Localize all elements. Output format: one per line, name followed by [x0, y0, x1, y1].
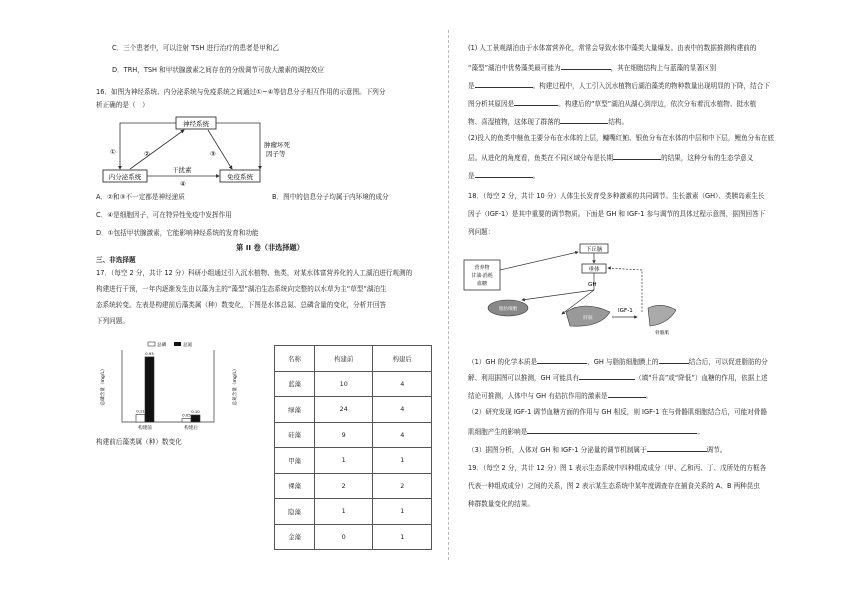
blank-structural-difference[interactable]: [475, 80, 533, 88]
arrow-cytokine: [216, 123, 260, 169]
muscle-image: [648, 305, 676, 326]
pituitary-label: 垂体: [588, 267, 600, 273]
q18-part3: （3）据图分析，人体对 GH 和 IGF-1 分泌量的调节机制属于 调节。: [468, 446, 727, 454]
chart-ylabel-right: 总氮含量（mg/L）: [233, 366, 238, 406]
q19-stem-line1: 19．（每空 2 分，共计 12 分）图 1 表示生态系统中四种组成成分（甲、乙和丙、丁、戊所处的方框各: [468, 464, 767, 472]
algae-table: [274, 345, 432, 550]
q17-part1-line4: 图分析其原因是 。构建后的“草型”湖泊从湖心到岸边，依次分布着沉水植物、挺水植: [468, 100, 757, 108]
blank-regulation[interactable]: [647, 444, 707, 452]
table-cell: 甲藻: [275, 448, 315, 474]
q18-part1-line2: 解、利用据图可以推测，GH 可能具有 （填“升高”或“降低”）血糖的作用，依据上述: [468, 374, 768, 382]
right-column: [458, 0, 858, 596]
stimulus-label-3: 血糖: [476, 281, 488, 287]
table-row: [275, 397, 432, 423]
gh-igf-diagram: [462, 242, 702, 342]
q19-stem-line2: 代表一种组成成分）之间的关系，图 2 表示某生态系统中某年度调查存在捕食关系的 A、B 两种昆虫: [468, 482, 760, 490]
q18-stem-line3: 列问题：: [468, 228, 495, 236]
q16-stem-line2: 析正确的是（ ）: [96, 101, 149, 109]
chart-data-label: 0.10: [191, 409, 200, 414]
chart-data-label: 0.05: [182, 412, 191, 418]
table-cell: 1: [314, 499, 373, 525]
chart-bar: [145, 357, 154, 422]
blank-receptor[interactable]: [659, 356, 689, 364]
q16-systems-diagram: [100, 114, 300, 190]
q16-option-b: B．图中的信息分子均属于内环境的成分: [272, 193, 389, 201]
arrow-1: [120, 123, 176, 169]
blank-community-structure[interactable]: [560, 116, 608, 124]
chart-bars: [136, 351, 200, 431]
column-divider: [448, 30, 449, 560]
chart-bar: [182, 419, 191, 423]
table-cell: 9: [314, 422, 373, 448]
label-cytokine-2: 因子等: [266, 150, 286, 158]
table-header-row: [275, 346, 432, 372]
table-header: 构建后: [373, 346, 432, 372]
table-cell: 1: [314, 448, 373, 474]
muscle-label: 骨骼肌: [654, 331, 670, 336]
q16-option-d: D．①包括甲状腺激素，它能影响神经系统的发育和功能: [96, 229, 259, 237]
legend-swatch-phosphorus: [148, 342, 155, 346]
q19-stem-line3: 种群数量变化的结果。: [468, 500, 534, 508]
q18-stem-line1: 18．（每空 2 分，共计 10 分）人体生长发育受多种激素的共同调节。生长激素（GH）、类胰岛素生长: [468, 192, 765, 200]
nitrogen-phosphorus-chart: [96, 338, 246, 434]
q17-stem-line4: 下列问题。: [96, 317, 129, 325]
label-n2: ②: [144, 150, 150, 158]
igf-label: IGF-1: [618, 308, 633, 314]
table-cell: 2: [314, 473, 373, 499]
q17-part2-line2: 层。从进化的角度看，鱼类在不同区域分布是长期 的结果，这种分布的生态学意义: [468, 154, 754, 162]
q16-stem-line1: 16．如图为神经系统、内分泌系统与免疫系统之间通过①~④等信息分子相互作用的示意图。下列分: [96, 88, 386, 96]
gh-label: GH: [588, 282, 597, 288]
table-cell: 4: [373, 422, 432, 448]
endocrine-label: 内分泌系统: [108, 173, 142, 181]
table-cell: 1: [373, 499, 432, 525]
table-cell: 金藻: [275, 524, 315, 550]
q18-part1-line3: 结论可推测，人体中与 GH 有拮抗作用的激素是 。: [468, 392, 653, 400]
table-cell: 1: [373, 524, 432, 550]
label-cytokine-1: 肿瘤坏死: [264, 141, 290, 149]
q17-part2-line3: 是 。: [468, 172, 540, 180]
table-header: 名称: [275, 346, 315, 372]
q17-stem-line2: 构建进行干预，一年内逐渐发生由以藻为主的“藻型”湖泊生态系统向完整的以水草为主“草型”湖泊生: [96, 285, 387, 293]
arrow-feedback: [608, 268, 642, 312]
section-subtitle: 三、非选择题: [96, 256, 136, 264]
q17-part1-line5: 物、喜湿植物，这体现了群落的 结构。: [468, 118, 629, 126]
q16-option-a: A．②和③不一定都是神经递质: [96, 193, 185, 201]
table-cell: 10: [314, 371, 373, 397]
legend-nitrogen: 总氮: [183, 343, 193, 348]
q17-stem-line3: 态系统转变。左表是构建前后藻类属（种）数变化，下图是水体总氮、总磷含量的变化，分析并回答: [96, 301, 387, 309]
blank-blood-glucose[interactable]: [579, 372, 635, 380]
table-cell: 2: [373, 473, 432, 499]
stimulus-label-2: 甘油·消耗: [471, 273, 493, 279]
hypothalamus-label: 下丘脑: [585, 247, 603, 253]
table-cell: 绿藻: [275, 397, 315, 423]
chart-data-label: 0.11: [136, 408, 145, 414]
legend-phosphorus: 总磷: [157, 343, 167, 348]
table-row: [275, 524, 432, 550]
table-row: [275, 473, 432, 499]
table-cell: 1: [373, 448, 432, 474]
chart-bar: [136, 414, 145, 422]
blank-muscle-effect[interactable]: [527, 426, 697, 434]
chart-category-label: 构建前: [138, 426, 152, 431]
label-n3: ③: [210, 150, 216, 158]
label-n4: ④: [180, 180, 186, 188]
chart-caption: 构建前后藻类属（种）数变化: [96, 438, 182, 446]
table-cell: 隐藻: [275, 499, 315, 525]
q15-option-c: C．三个患者中，可以注射 TSH 进行治疗的患者是甲和乙: [112, 44, 280, 52]
table-row: [275, 422, 432, 448]
nervous-label: 神经系统: [183, 120, 209, 128]
q18-part1-line1: （1）GH 的化学本质是 ，GH 与脂肪细胞膜上的 结合后，可以促进脂肪的分: [468, 358, 768, 366]
q15-option-d: D．TRH，TSH 和甲状腺激素之间存在的分级调节可放大激素的调控效应: [112, 66, 324, 74]
table-cell: 裸藻: [275, 473, 315, 499]
chart-bar: [191, 415, 200, 422]
q16-option-c: C．④是细胞因子，可在特异性免疫中发挥作用: [96, 211, 232, 219]
table-cell: 0: [314, 524, 373, 550]
immune-label: 免疫系统: [227, 173, 253, 181]
blank-ecological-significance[interactable]: [475, 170, 533, 178]
q17-part1-line1: (1) 人工景观湖泊由于水体富营养化，常常会导致水体中藻类大量爆发。由表中的数据推测构建前的: [468, 44, 757, 52]
table-cell: 4: [373, 397, 432, 423]
q17-part1-line2: “藻型”湖泊中优势藻类最可能为 ，其在细胞结构上与蓝藻的显著区别: [468, 64, 717, 72]
table-cell: 硅藻: [275, 422, 315, 448]
blank-evolution[interactable]: [613, 152, 661, 160]
blank-decline-reason[interactable]: [514, 98, 558, 106]
blank-gh-nature[interactable]: [537, 356, 587, 364]
stimulus-label-1: 营养物: [474, 265, 490, 271]
table-cell: 4: [373, 371, 432, 397]
blank-dominant-algae[interactable]: [561, 62, 611, 70]
chart-data-label: 0.93: [145, 350, 154, 356]
table-cell: 24: [314, 397, 373, 423]
liver-label: 肝脏: [583, 316, 593, 321]
table-cell: 蓝藻: [275, 371, 315, 397]
table-header: 构建前: [314, 346, 373, 372]
q17-part1-line3: 是 。构建过程中，人工引入沉水植物后湖泊藻类的物种数量出现明显的下降，结合下: [468, 82, 770, 90]
q18-part2-line2: 肌细胞产生的影响是 。: [468, 428, 704, 436]
q18-part2-line1: （2）研究发现 IGF-1 调节血糖方面的作用与 GH 相反，则 IGF-1 在与骨骼肌细胞结合后，可能对骨骼: [468, 408, 768, 416]
arrow-2: [130, 130, 184, 169]
arrow-stim-hypo: [500, 252, 578, 270]
fat-label: 脂肪细胞: [498, 307, 518, 312]
section-title: 第 II 卷（非选择题）: [236, 243, 304, 252]
chart-category-label: 构建后: [184, 426, 198, 431]
table-row: [275, 448, 432, 474]
table-row: [275, 371, 432, 397]
label-n1: ①: [110, 148, 116, 156]
table-row: [275, 499, 432, 525]
label-interferon: 干扰素: [172, 166, 192, 174]
q17-part2-line1: (2)投入的鱼类中鲢鱼主要分布在水体的上层，鳙嘴红鲌、银鱼分布在水体的中层和中下层，鲤鱼分布在底: [468, 134, 775, 142]
q17-stem-line1: 17．（每空 2 分，共计 12 分）科研小组通过引入沉水植物、鱼类，对某水体富营养化的人工湖泊进行观测的: [96, 269, 413, 277]
q18-stem-line2: 因子（IGF-1）是其中重要的调节物质。下面是 GH 和 IGF-1 参与调节的具体过程示意图，据图回答下: [468, 210, 766, 218]
chart-ylabel-left: 总磷含量（mg/L）: [101, 366, 106, 406]
legend-swatch-nitrogen: [174, 342, 181, 346]
blank-antagonist[interactable]: [608, 390, 646, 398]
